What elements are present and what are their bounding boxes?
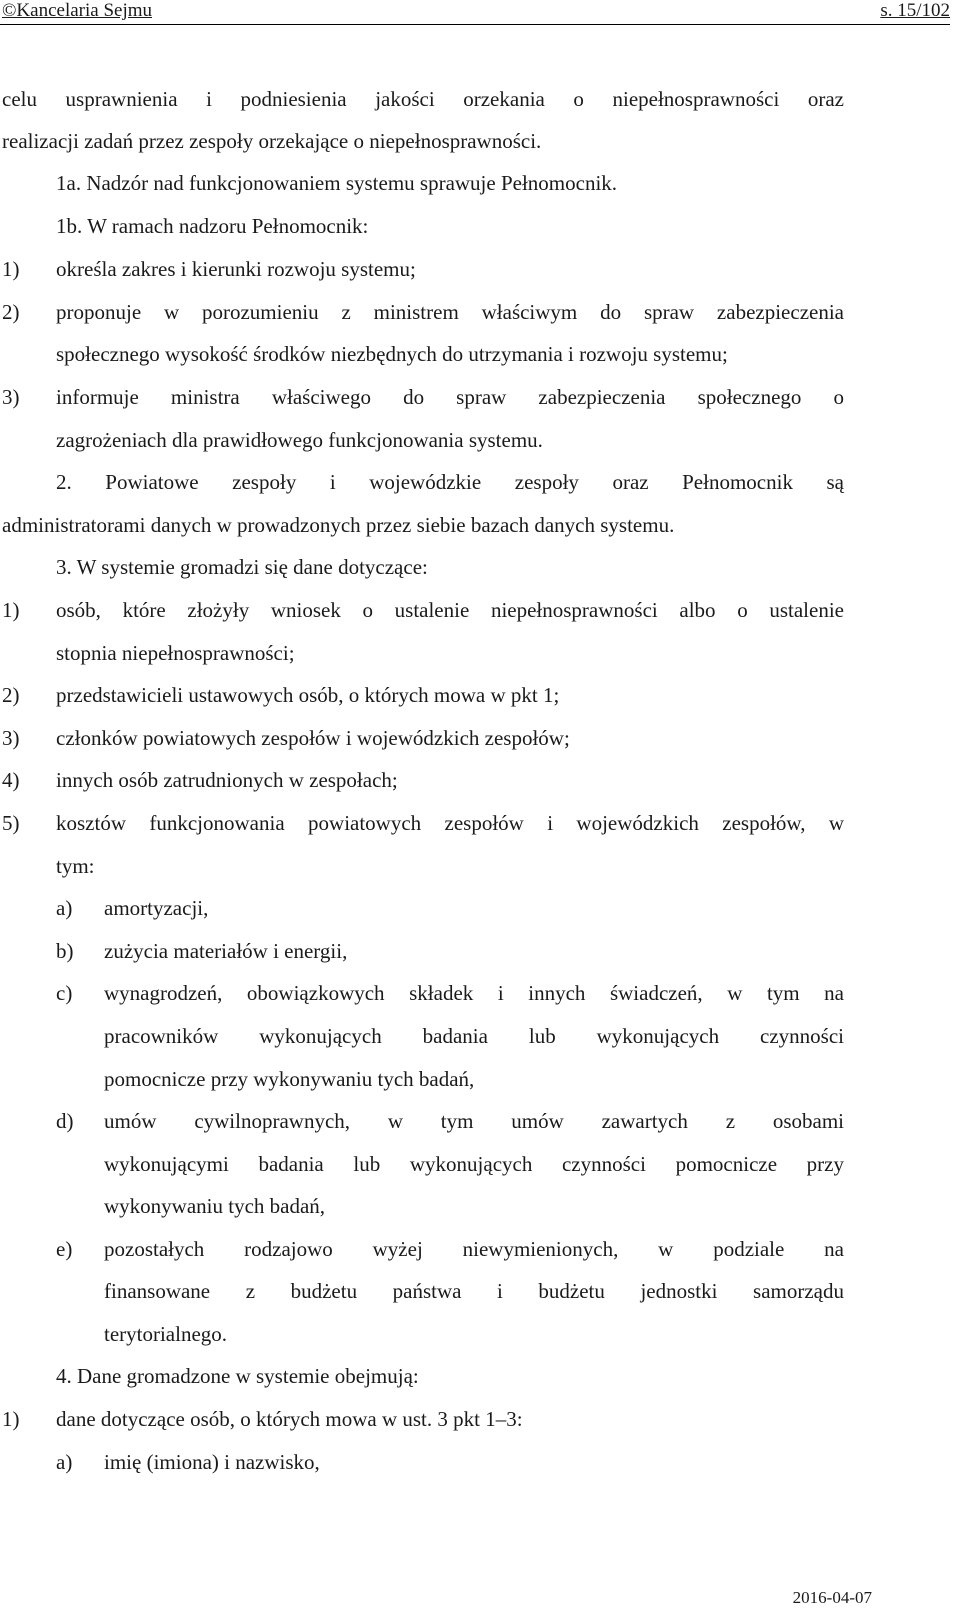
sublist-item-continuation: pracowników wykonujących badania lub wykonujących czynności — [104, 1024, 844, 1048]
list-item-continuation: społecznego wysokość środków niezbędnych do utrzymania i rozwoju systemu; — [56, 342, 728, 366]
list-marker: 2) — [2, 300, 20, 324]
sublist-marker: c) — [56, 981, 73, 1005]
list-marker: 5) — [2, 811, 20, 835]
list-item-continuation: zagrożeniach dla prawidłowego funkcjonowania systemu. — [56, 428, 543, 452]
paragraph-line: 4. Dane gromadzone w systemie obejmują: — [56, 1364, 419, 1388]
sublist-item: zużycia materiałów i energii, — [104, 939, 348, 963]
sublist-marker: a) — [56, 1450, 73, 1474]
paragraph-line: administratorami danych w prowadzonych przez siebie bazach danych systemu. — [2, 513, 675, 537]
sublist-marker: a) — [56, 896, 73, 920]
sublist-marker: e) — [56, 1237, 73, 1261]
list-marker: 3) — [2, 385, 20, 409]
list-item: proponuje w porozumieniu z ministrem właściwym do spraw zabezpieczenia — [56, 300, 844, 324]
sublist-item: imię (imiona) i nazwisko, — [104, 1450, 320, 1474]
sublist-item: wynagrodzeń, obowiązkowych składek i innych świadczeń, w tym na — [104, 981, 844, 1005]
list-item-continuation: tym: — [56, 854, 95, 878]
list-marker: 1) — [2, 598, 20, 622]
list-item: członków powiatowych zespołów i wojewódzkich zespołów; — [56, 726, 570, 750]
sublist-item-continuation: wykonywaniu tych badań, — [104, 1194, 326, 1218]
list-marker: 2) — [2, 683, 20, 707]
text-line: realizacji zadań przez zespoły orzekające o niepełnosprawności. — [2, 129, 542, 153]
page-number: s. 15/102 — [880, 0, 950, 21]
page-header — [0, 0, 960, 28]
header-divider — [0, 24, 950, 25]
list-item: przedstawicieli ustawowych osób, o których mowa w pkt 1; — [56, 683, 560, 707]
sublist-item-continuation: terytorialnego. — [104, 1322, 228, 1346]
text-line: celu usprawnienia i podniesienia jakości orzekania o niepełnosprawności oraz — [2, 87, 844, 111]
list-item: kosztów funkcjonowania powiatowych zespołów i wojewódzkich zespołów, w — [56, 811, 844, 835]
list-item: dane dotyczące osób, o których mowa w ust. 3 pkt 1–3: — [56, 1407, 523, 1431]
copyright-label: ©Kancelaria Sejmu — [2, 0, 153, 21]
sublist-item-continuation: finansowane z budżetu państwa i budżetu jednostki samorządu — [104, 1279, 844, 1303]
list-item: określa zakres i kierunki rozwoju systemu; — [56, 257, 416, 281]
list-item: innych osób zatrudnionych w zespołach; — [56, 768, 398, 792]
sublist-marker: d) — [56, 1109, 74, 1133]
list-item: osób, które złożyły wniosek o ustalenie niepełnosprawności albo o ustalenie — [56, 598, 844, 622]
list-marker: 3) — [2, 726, 20, 750]
text-line: 1b. W ramach nadzoru Pełnomocnik: — [56, 214, 369, 238]
paragraph-line: 2. Powiatowe zespoły i wojewódzkie zespoły oraz Pełnomocnik są — [56, 470, 844, 494]
sublist-item: pozostałych rodzajowo wyżej niewymienionych, w podziale na — [104, 1237, 844, 1261]
list-item-continuation: stopnia niepełnosprawności; — [56, 641, 295, 665]
list-marker: 4) — [2, 768, 20, 792]
sublist-item: amortyzacji, — [104, 896, 209, 920]
list-item: informuje ministra właściwego do spraw zabezpieczenia społecznego o — [56, 385, 844, 409]
sublist-marker: b) — [56, 939, 74, 963]
sublist-item-continuation: wykonującymi badania lub wykonujących czynności pomocnicze przy — [104, 1152, 844, 1176]
list-marker: 1) — [2, 257, 20, 281]
document-date: 2016-04-07 — [792, 1588, 872, 1607]
sublist-item: umów cywilnoprawnych, w tym umów zawartych z osobami — [104, 1109, 844, 1133]
paragraph-line: 3. W systemie gromadzi się dane dotyczące: — [56, 555, 428, 579]
sublist-item-continuation: pomocnicze przy wykonywaniu tych badań, — [104, 1067, 475, 1091]
text-line: 1a. Nadzór nad funkcjonowaniem systemu sprawuje Pełnomocnik. — [56, 171, 618, 195]
list-marker: 1) — [2, 1407, 20, 1431]
